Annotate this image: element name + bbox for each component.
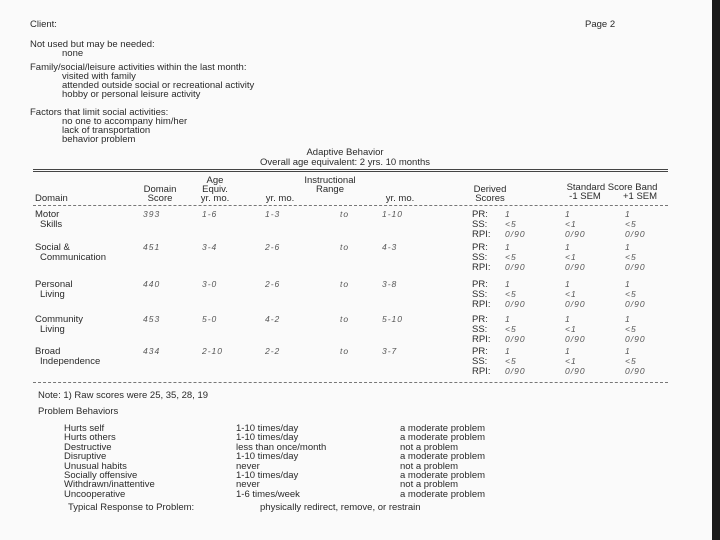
behavior-frequency: 1-10 times/day <box>236 470 299 481</box>
header-to-yrmo: yr. mo. <box>385 193 415 204</box>
header-domain-score: Domain <box>143 184 177 195</box>
header-age-yrmo: yr. mo. <box>200 193 230 204</box>
rpi-value: 0/90 <box>505 366 526 376</box>
behavior-name: Uncooperative <box>64 488 126 500</box>
ss-value: <5 <box>505 219 517 229</box>
factors-item: lack of transportation <box>62 125 151 136</box>
ss-value: <1 <box>565 252 577 262</box>
header-domain: Domain <box>35 193 68 204</box>
pr-value: 1 <box>505 346 511 356</box>
pr-label: PR: <box>472 242 488 253</box>
ss-value: <5 <box>625 356 637 366</box>
behavior-frequency: never <box>236 479 260 491</box>
header-from-yrmo: yr. mo. <box>265 193 295 204</box>
ss-value: <1 <box>565 324 577 334</box>
header-instructional: Instructional <box>304 175 356 186</box>
rpi-label: RPI: <box>472 299 491 310</box>
pr-label: PR: <box>472 314 488 325</box>
pr-label: PR: <box>472 279 488 290</box>
range-to-word: to <box>340 346 350 356</box>
rpi-value: 0/90 <box>505 262 526 272</box>
client-label: Client: <box>30 19 57 30</box>
pr-value: 1 <box>565 279 571 289</box>
pr-value: 1 <box>625 314 631 324</box>
ss-label: SS: <box>472 289 488 300</box>
header-range: Range <box>316 184 344 195</box>
header-minus-sem: -1 SEM <box>569 191 601 202</box>
ss-value: <5 <box>625 219 637 229</box>
rpi-value: 0/90 <box>505 229 526 239</box>
behavior-name: Hurts others <box>64 432 116 444</box>
range-to-word: to <box>340 242 350 252</box>
behavior-frequency: less than once/month <box>236 441 327 453</box>
pr-value: 1 <box>505 314 511 324</box>
pr-value: 1 <box>565 314 571 324</box>
ss-value: <5 <box>505 289 517 299</box>
range-to-word: to <box>340 209 350 219</box>
page-number: Page 2 <box>585 19 616 30</box>
rpi-value: 0/90 <box>625 334 646 344</box>
behavior-severity: a moderate problem <box>400 423 486 434</box>
ss-value: <5 <box>505 252 517 262</box>
header-plus-sem: +1 SEM <box>622 191 658 202</box>
behavior-frequency: 1-10 times/day <box>236 423 299 434</box>
typical-response-value: physically redirect, remove, or restrain <box>260 502 421 513</box>
ss-value: <1 <box>565 356 577 366</box>
header-derived: Derived <box>473 184 507 195</box>
rpi-value: 0/90 <box>565 229 586 239</box>
domain-name-2: Skills <box>40 219 63 230</box>
ss-value: <1 <box>565 289 577 299</box>
pr-label: PR: <box>472 346 488 357</box>
scan-edge <box>712 0 720 540</box>
behavior-severity: a moderate problem <box>400 488 486 500</box>
behavior-name: Destructive <box>64 441 112 453</box>
pr-value: 1 <box>505 279 511 289</box>
family-item: attended outside social or recreational activity <box>62 80 255 91</box>
behavior-frequency: 1-10 times/day <box>236 432 299 444</box>
behavior-name: Disruptive <box>64 451 107 463</box>
rpi-label: RPI: <box>472 334 491 345</box>
behavior-name: Withdrawn/inattentive <box>64 479 155 491</box>
typical-response-label: Typical Response to Problem: <box>68 502 195 513</box>
ss-label: SS: <box>472 324 488 335</box>
ss-value: <5 <box>625 324 637 334</box>
domain-name: Motor <box>35 209 60 220</box>
range-to-word: to <box>340 279 350 289</box>
range-from: 4-2 <box>265 314 281 324</box>
not-used-item: none <box>62 48 84 59</box>
factors-item: behavior problem <box>62 134 136 145</box>
rpi-value: 0/90 <box>565 262 586 272</box>
rpi-value: 0/90 <box>565 334 586 344</box>
behavior-name: Unusual habits <box>64 460 127 472</box>
ss-value: <1 <box>565 219 577 229</box>
range-to: 1-10 <box>382 209 404 219</box>
domain-name-2: Living <box>40 289 65 300</box>
ss-value: <5 <box>505 356 517 366</box>
rpi-value: 0/90 <box>565 366 586 376</box>
rpi-value: 0/90 <box>625 262 646 272</box>
rpi-value: 0/90 <box>505 299 526 309</box>
range-to: 3-7 <box>382 346 398 356</box>
factors-item: no one to accompany him/her <box>62 116 188 127</box>
behavior-name: Hurts self <box>64 423 105 434</box>
pr-value: 1 <box>625 279 631 289</box>
header-band: Standard Score Band <box>566 182 658 193</box>
range-to-word: to <box>340 314 350 324</box>
factors-label: Factors that limit social activities: <box>30 107 169 118</box>
ss-label: SS: <box>472 219 488 230</box>
behavior-severity: a moderate problem <box>400 451 486 463</box>
domain-name: Broad <box>35 346 61 357</box>
domain-name: Community <box>35 314 84 325</box>
header-scores: Scores <box>475 193 505 204</box>
age-equivalent: 2-10 <box>202 346 224 356</box>
dashed-rule <box>33 382 668 383</box>
raw-score-note: Note: 1) Raw scores were 25, 35, 28, 19 <box>38 390 209 401</box>
range-to: 3-8 <box>382 279 398 289</box>
behavior-severity: a moderate problem <box>400 470 486 481</box>
domain-name: Social & <box>35 242 70 253</box>
not-used-label: Not used but may be needed: <box>30 39 155 50</box>
ss-label: SS: <box>472 356 488 367</box>
rpi-value: 0/90 <box>505 334 526 344</box>
age-equivalent: 3-4 <box>202 242 218 252</box>
family-item: visited with family <box>62 71 136 82</box>
behavior-name: Socially offensive <box>64 470 138 481</box>
range-to: 5-10 <box>382 314 404 324</box>
rpi-label: RPI: <box>472 366 491 377</box>
domain-name: Personal <box>35 279 73 290</box>
ss-label: SS: <box>472 252 488 263</box>
problem-behaviors-title: Problem Behaviors <box>38 406 119 417</box>
range-from: 2-2 <box>265 346 281 356</box>
pr-value: 1 <box>565 209 571 219</box>
domain-score: 434 <box>143 346 161 356</box>
pr-value: 1 <box>505 209 511 219</box>
domain-name-2: Living <box>40 324 65 335</box>
behavior-severity: a moderate problem <box>400 432 486 444</box>
pr-value: 1 <box>505 242 511 252</box>
domain-score: 453 <box>143 314 161 324</box>
domain-score: 393 <box>143 209 161 219</box>
behavior-severity: not a problem <box>400 479 459 491</box>
double-rule <box>33 169 668 172</box>
rpi-value: 0/90 <box>565 299 586 309</box>
rpi-label: RPI: <box>472 229 491 240</box>
range-from: 2-6 <box>265 242 281 252</box>
behavior-severity: not a problem <box>400 441 459 453</box>
header-equiv: Equiv. <box>202 184 228 195</box>
behavior-frequency: 1-10 times/day <box>236 451 299 463</box>
rpi-value: 0/90 <box>625 229 646 239</box>
age-equivalent: 3-0 <box>202 279 218 289</box>
pr-value: 1 <box>625 242 631 252</box>
family-label: Family/social/leisure activities within the last month: <box>30 62 247 73</box>
range-from: 2-6 <box>265 279 281 289</box>
pr-value: 1 <box>625 209 631 219</box>
domain-name-2: Independence <box>40 356 101 367</box>
pr-value: 1 <box>565 346 571 356</box>
behavior-severity: not a problem <box>400 460 459 472</box>
ss-value: <5 <box>625 252 637 262</box>
rpi-value: 0/90 <box>625 299 646 309</box>
age-equivalent: 5-0 <box>202 314 218 324</box>
family-item: hobby or personal leisure activity <box>62 89 201 100</box>
behavior-frequency: never <box>236 460 260 472</box>
pr-label: PR: <box>472 209 488 220</box>
pr-value: 1 <box>625 346 631 356</box>
header-score: Score <box>147 193 173 204</box>
overall-age: Overall age equivalent: 2 yrs. 10 months <box>259 157 431 168</box>
age-equivalent: 1-6 <box>202 209 218 219</box>
ss-value: <5 <box>505 324 517 334</box>
domain-name-2: Communication <box>40 252 106 263</box>
ss-value: <5 <box>625 289 637 299</box>
header-age: Age <box>206 175 224 186</box>
dashed-rule <box>33 205 668 206</box>
domain-score: 440 <box>143 279 161 289</box>
rpi-value: 0/90 <box>625 366 646 376</box>
range-to: 4-3 <box>382 242 398 252</box>
adaptive-title: Adaptive Behavior <box>306 147 384 158</box>
pr-value: 1 <box>565 242 571 252</box>
range-from: 1-3 <box>265 209 281 219</box>
domain-score: 451 <box>143 242 161 252</box>
behavior-frequency: 1-6 times/week <box>236 488 300 500</box>
rpi-label: RPI: <box>472 262 491 273</box>
